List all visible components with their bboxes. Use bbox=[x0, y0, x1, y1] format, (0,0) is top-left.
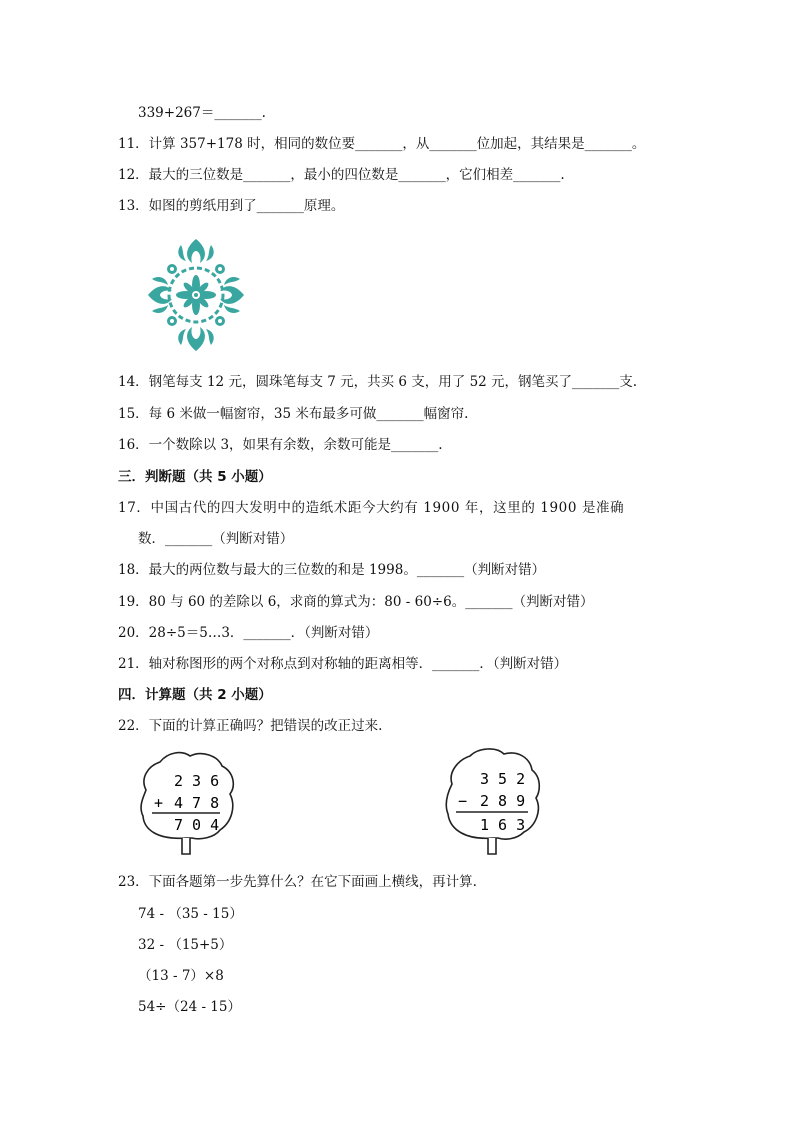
question-18: 18．最大的两位数与最大的三位数的和是 1998。_______（判断对错） bbox=[118, 562, 546, 578]
question-12: 12．最大的三位数是_______，最小的四位数是_______，它们相差_______. bbox=[118, 167, 565, 183]
question-23: 23．下面各题第一步先算什么？在它下面画上横线，再计算. bbox=[118, 874, 477, 890]
tree-1-bottom-number: 4 7 8 bbox=[174, 794, 220, 812]
expression-2: 32 - （15+5） bbox=[138, 937, 233, 953]
question-22: 22．下面的计算正确吗？把错误的改正过来. bbox=[118, 718, 383, 734]
expression-1: 74 - （35 - 15） bbox=[138, 906, 243, 922]
question-19: 19．80 与 60 的差除以 6，求商的算式为：80 - 60÷6。_______（判断对错） bbox=[118, 594, 594, 610]
question-17-line-2: 数．_______（判断对错） bbox=[138, 531, 294, 547]
question-13: 13．如图的剪纸用到了_______原理。 bbox=[118, 198, 345, 214]
question-16: 16．一个数除以 3，如果有余数，余数可能是_______. bbox=[118, 437, 443, 453]
tree-2-top-number: 3 5 2 bbox=[480, 770, 526, 788]
tree-1-top-number: 2 3 6 bbox=[174, 772, 220, 790]
question-11: 11．计算 357+178 时，相同的数位要_______，从_______位加起，其结果是_______。 bbox=[118, 136, 646, 152]
section-4-heading: 四．计算题（共 2 小题） bbox=[118, 687, 272, 703]
tree-2-result: 1 6 3 bbox=[480, 816, 526, 834]
tree-2-bottom-number: 2 8 9 bbox=[480, 792, 526, 810]
question-15: 15．每 6 米做一幅窗帘，35 米布最多可做_______幅窗帘. bbox=[118, 406, 469, 422]
section-3-heading: 三．判断题（共 5 小题） bbox=[118, 469, 272, 485]
question-21: 21．轴对称图形的两个对称点到对称轴的距离相等．_______．（判断对错） bbox=[118, 656, 568, 672]
expression-3: （13 - 7）×8 bbox=[138, 968, 224, 984]
question-17-line-1: 17．中国古代的四大发明中的造纸术距今大约有 1900 年，这里的 1900 是准确 bbox=[118, 500, 625, 516]
q10-answer-line: 339+267＝_______. bbox=[138, 105, 266, 121]
paper-cut-ornament-image bbox=[146, 237, 246, 353]
calculation-tree-addition bbox=[138, 750, 238, 864]
expression-4: 54÷（24 - 15） bbox=[138, 999, 241, 1015]
calculation-tree-subtraction bbox=[444, 748, 544, 864]
tree-1-result: 7 0 4 bbox=[174, 816, 220, 834]
tree-2-operator: − bbox=[458, 792, 468, 810]
question-14: 14．钢笔每支 12 元，圆珠笔每支 7 元，共买 6 支，用了 52 元，钢笔买了_______支. bbox=[118, 374, 638, 390]
tree-1-operator: + bbox=[154, 794, 164, 812]
question-20: 20．28÷5＝5…3．_______．（判断对错） bbox=[118, 625, 379, 641]
